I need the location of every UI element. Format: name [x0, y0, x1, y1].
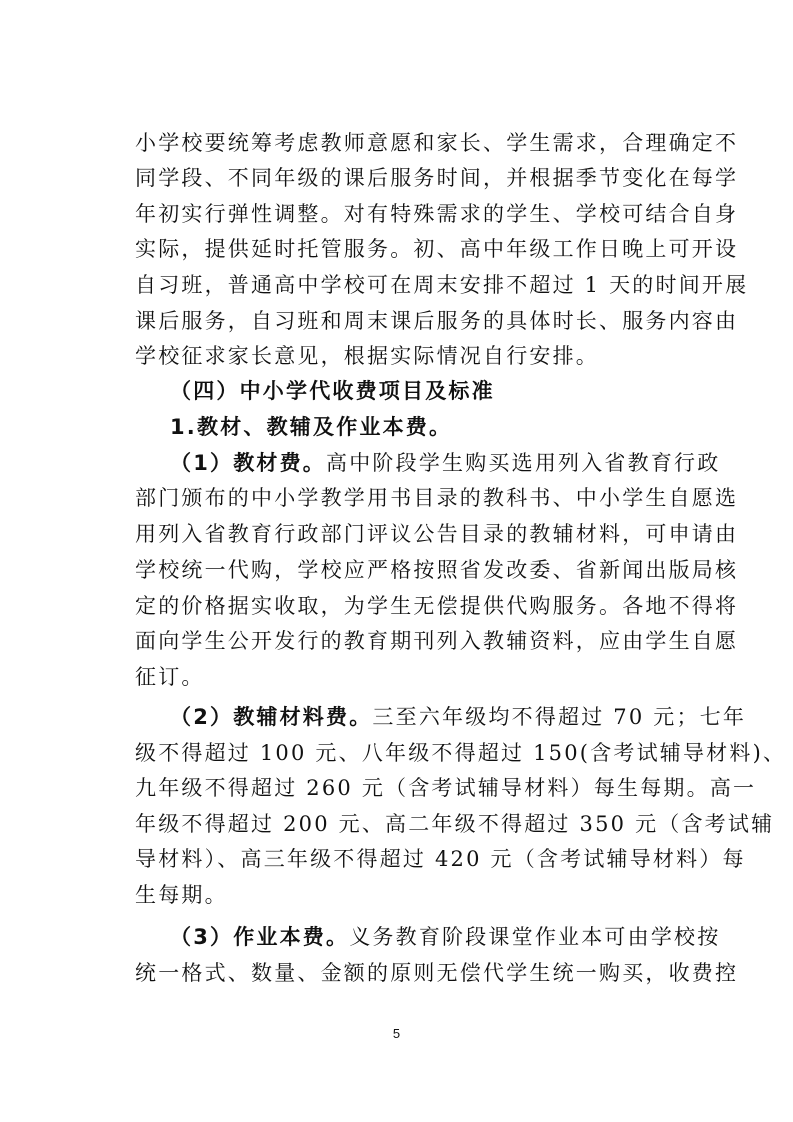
paragraph-line: 征订。	[135, 665, 205, 689]
paragraph-line: 统一格式、数量、金额的原则无偿代学生统一购买，收费控	[135, 961, 739, 985]
paragraph-line: 年初实行弹性调整。对有特殊需求的学生、学校可结合自身	[135, 202, 739, 226]
item-2-label: （2）教辅材料费。	[170, 705, 373, 729]
paragraph-line: 年级不得超过 200 元、高二年级不得超过 350 元（含考试辅	[135, 812, 775, 836]
paragraph-line: 学校统一代购，学校应严格按照省发改委、省新闻出版局核	[135, 558, 739, 582]
paragraph-line: 课后服务，自习班和周末课后服务的具体时长、服务内容由	[135, 309, 739, 333]
paragraph-line: 学校征求家长意见，根据实际情况自行安排。	[135, 344, 599, 368]
paragraph-line: 导材料）、高三年级不得超过 420 元（含考试辅导材料）每	[135, 847, 746, 871]
section-heading: （四）中小学代收费项目及标准	[170, 379, 495, 403]
paragraph-line: 九年级不得超过 260 元（含考试辅导材料）每生每期。高一	[135, 776, 757, 800]
item-2-first-line	[170, 705, 747, 729]
paragraph-line: 小学校要统筹考虑教师意愿和家长、学生需求，合理确定不	[135, 131, 739, 155]
paragraph-line: 定的价格据实收取，为学生无偿提供代购服务。各地不得将	[135, 594, 739, 618]
item-2-text: 三至六年级均不得超过 70 元；七年	[372, 705, 747, 729]
subsection-heading: 1.教材、教辅及作业本费。	[170, 415, 453, 439]
paragraph-line: 自习班，普通高中学校可在周末安排不超过 1 天的时间开展	[135, 273, 749, 297]
page-number: 5	[392, 1026, 401, 1041]
item-3-text: 义务教育阶段课堂作业本可由学校按	[349, 925, 721, 949]
paragraph-line: 部门颁布的中小学教学用书目录的教科书、中小学生自愿选	[135, 486, 739, 510]
item-3-label: （3）作业本费。	[170, 925, 350, 949]
paragraph-line: 用列入省教育行政部门评议公告目录的教辅材料，可申请由	[135, 522, 739, 546]
item-3-first-line	[170, 925, 721, 949]
paragraph-line: 实际，提供延时托管服务。初、高中年级工作日晚上可开设	[135, 237, 739, 261]
paragraph-line: 面向学生公开发行的教育期刊列入教辅资料，应由学生自愿	[135, 629, 739, 653]
item-1-text: 高中阶段学生购买选用列入省教育行政	[326, 451, 721, 475]
paragraph-line: 级不得超过 100 元、八年级不得超过 150(含考试辅导材料)、	[135, 741, 787, 765]
item-1-label: （1）教材费。	[170, 451, 327, 475]
paragraph-line: 生每期。	[135, 883, 228, 907]
item-1-first-line	[170, 451, 721, 475]
paragraph-line: 同学段、不同年级的课后服务时间，并根据季节变化在每学	[135, 166, 739, 190]
